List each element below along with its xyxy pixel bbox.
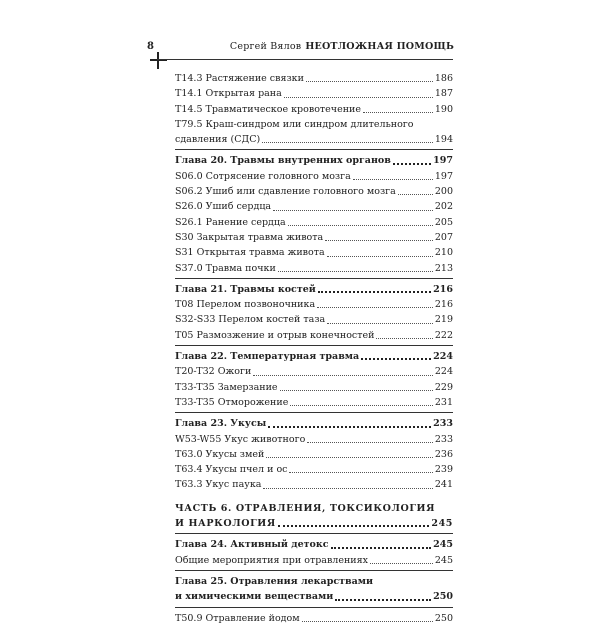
toc-entry[interactable] <box>175 328 453 343</box>
toc-entry-title: Глава 24. Активный детокс <box>175 539 329 551</box>
toc-entry-page: 216 <box>433 283 453 295</box>
toc-entry-title: S30 Закрытая травма живота <box>175 231 324 243</box>
toc-entry-title: T63.4 Укусы пчел и ос <box>175 464 288 476</box>
chapter-rule <box>175 345 453 346</box>
dot-leader <box>263 488 432 489</box>
toc-entry-page: 233 <box>433 418 453 430</box>
dot-leader <box>289 472 432 473</box>
toc-entry-page: 224 <box>433 351 453 363</box>
toc-entry-title: T14.1 Открытая рана <box>175 88 282 100</box>
toc-entry-page: 216 <box>434 299 453 311</box>
toc-entry[interactable] <box>175 297 453 312</box>
dot-leader <box>327 323 433 324</box>
chapter-rule <box>175 149 453 150</box>
toc-entry-page: 245 <box>433 539 453 551</box>
toc-entry[interactable] <box>175 86 453 101</box>
chapter-heading[interactable] <box>175 349 453 364</box>
dot-leader <box>318 291 431 293</box>
chapter-heading[interactable] <box>175 537 453 552</box>
toc-entry-title: S32-S33 Перелом костей таза <box>175 314 326 326</box>
toc-entry-page: 224 <box>434 366 453 378</box>
table-of-contents <box>175 71 453 626</box>
toc-entry[interactable] <box>175 215 453 230</box>
chapter-rule <box>175 570 453 571</box>
toc-entry-page: 222 <box>434 329 453 341</box>
toc-entry-page: 197 <box>434 170 453 182</box>
toc-entry-title: T50.9 Отравление йодом <box>175 612 300 624</box>
toc-entry-title: S06.0 Сотрясение головного мозга <box>175 170 351 182</box>
running-header <box>230 41 454 52</box>
toc-entry-page: 241 <box>434 479 453 491</box>
toc-entry[interactable] <box>175 477 453 492</box>
toc-entry-title: Глава 20. Травмы внутренних органов <box>175 155 391 167</box>
dot-leader <box>398 194 433 195</box>
toc-entry[interactable] <box>175 553 453 568</box>
toc-entry-title: S26.0 Ушиб сердца <box>175 201 272 213</box>
toc-entry-page: 213 <box>434 262 453 274</box>
header-author: Сергей Вялов <box>229 41 302 52</box>
toc-entry[interactable] <box>175 199 453 214</box>
chapter-heading[interactable] <box>175 282 453 297</box>
part-heading-line[interactable]: ЧАСТЬ 6. ОТРАВЛЕНИЯ, ТОКСИКОЛОГИЯ <box>175 502 436 514</box>
toc-entry-title: T08 Перелом позвоночника <box>175 299 316 311</box>
chapter-rule <box>175 607 453 608</box>
toc-entry[interactable] <box>175 245 453 260</box>
dot-leader <box>278 525 430 527</box>
toc-entry-title: и химическими веществами <box>175 591 334 603</box>
dot-leader <box>327 256 433 257</box>
toc-entry-title: T33-T35 Отморожение <box>175 396 289 408</box>
toc-entry-title: T33-T35 Замерзание <box>175 381 278 393</box>
toc-entry[interactable] <box>175 169 453 184</box>
chapter-heading[interactable] <box>175 153 453 168</box>
dot-leader <box>353 179 433 180</box>
toc-entry-title: И НАРКОЛОГИЯ <box>175 518 276 530</box>
dot-leader <box>376 338 432 339</box>
section-gap <box>175 493 453 501</box>
toc-entry-title: сдавления (СДС) <box>175 134 261 146</box>
toc-entry-page: 245 <box>434 554 453 566</box>
crosshair-mark <box>150 52 167 69</box>
chapter-rule <box>175 278 453 279</box>
chapter-rule <box>175 533 453 534</box>
toc-entry-title: T14.3 Растяжение связки <box>175 73 304 84</box>
toc-entry-title: S31 Открытая травма живота <box>175 247 325 259</box>
toc-entry-title: T05 Размозжение и отрыв конечностей <box>175 329 375 341</box>
toc-entry-page: 202 <box>434 201 453 213</box>
toc-entry-title: Глава 23. Укусы <box>175 418 267 430</box>
toc-entry-page: 200 <box>434 186 453 198</box>
toc-entry[interactable] <box>175 132 453 147</box>
toc-entry[interactable] <box>175 230 453 245</box>
toc-entry-title: Общие мероприятия при отравлениях <box>175 554 368 566</box>
toc-entry[interactable] <box>175 184 453 199</box>
toc-entry-page: 239 <box>434 464 453 476</box>
dot-leader <box>306 81 433 82</box>
toc-entry-page: 186 <box>434 73 453 84</box>
toc-entry-page: 233 <box>434 433 453 445</box>
toc-entry[interactable] <box>175 312 453 327</box>
toc-entry-page: 219 <box>434 314 453 326</box>
toc-entry-page: 245 <box>431 518 453 530</box>
toc-entry-page: 210 <box>434 247 453 259</box>
dot-leader <box>280 390 433 391</box>
toc-entry-page: 231 <box>434 396 453 408</box>
toc-entry-page: 207 <box>434 231 453 243</box>
header-book-title: НЕОТЛОЖНАЯ ПОМОЩЬ <box>305 41 454 52</box>
dot-leader <box>302 621 433 622</box>
dot-leader <box>273 210 433 211</box>
chapter-rule <box>175 412 453 413</box>
toc-entry-page: 250 <box>434 612 453 624</box>
toc-entry-title: S26.1 Ранение сердца <box>175 216 286 228</box>
dot-leader <box>363 112 433 113</box>
toc-entry-page: 250 <box>433 591 453 603</box>
dot-leader <box>307 442 433 443</box>
dot-leader <box>262 142 433 143</box>
header-rule <box>157 59 453 60</box>
dot-leader <box>370 563 433 564</box>
toc-entry-title: T14.5 Травматическое кровотечение <box>175 103 361 115</box>
toc-entry[interactable] <box>175 432 453 447</box>
toc-entry[interactable] <box>175 611 453 626</box>
page-number: 8 <box>147 41 154 52</box>
toc-entry-page: 190 <box>434 103 453 115</box>
toc-entry-page: 194 <box>434 134 453 146</box>
toc-entry-page: 205 <box>434 216 453 228</box>
toc-entry-page: 236 <box>434 448 453 460</box>
dot-leader <box>278 271 433 272</box>
toc-entry[interactable] <box>175 364 453 379</box>
toc-entry-page: 229 <box>434 381 453 393</box>
toc-entry-title: S06.2 Ушиб или сдавление головного мозга <box>175 186 396 198</box>
toc-entry-title: S37.0 Травма почки <box>175 262 276 274</box>
chapter-heading[interactable] <box>175 589 453 604</box>
toc-entry-title: T63.0 Укусы змей <box>175 448 265 460</box>
dot-leader <box>284 97 433 98</box>
toc-entry-line[interactable]: T79.5 Краш-синдром или синдром длительного <box>175 118 414 130</box>
toc-entry-title: W53-W55 Укус животного <box>175 433 306 445</box>
toc-entry-title: T20-T32 Ожоги <box>175 366 252 378</box>
dot-leader <box>266 457 433 458</box>
toc-entry[interactable] <box>175 462 453 477</box>
toc-entry[interactable] <box>175 395 453 410</box>
dot-leader <box>325 240 433 241</box>
chapter-heading[interactable] <box>175 416 453 431</box>
part-heading[interactable] <box>175 516 453 531</box>
toc-entry[interactable] <box>175 380 453 395</box>
dot-leader <box>393 163 431 165</box>
dot-leader <box>331 547 432 549</box>
dot-leader <box>361 358 431 360</box>
toc-entry-title: Глава 22. Температурная травма <box>175 351 360 363</box>
dot-leader <box>268 426 431 428</box>
dot-leader <box>317 307 433 308</box>
dot-leader <box>290 405 433 406</box>
toc-entry-page: 197 <box>433 155 453 167</box>
toc-entry[interactable] <box>175 71 453 86</box>
toc-entry[interactable] <box>175 261 453 276</box>
chapter-heading-line[interactable]: Глава 25. Отравления лекарствами <box>175 575 374 587</box>
toc-entry-page: 187 <box>434 88 453 100</box>
toc-entry[interactable] <box>175 102 453 117</box>
toc-entry-title: T63.3 Укус паука <box>175 479 262 491</box>
dot-leader <box>253 375 433 376</box>
toc-entry-title: Глава 21. Травмы костей <box>175 283 316 295</box>
toc-entry[interactable] <box>175 447 453 462</box>
dot-leader <box>288 225 433 226</box>
